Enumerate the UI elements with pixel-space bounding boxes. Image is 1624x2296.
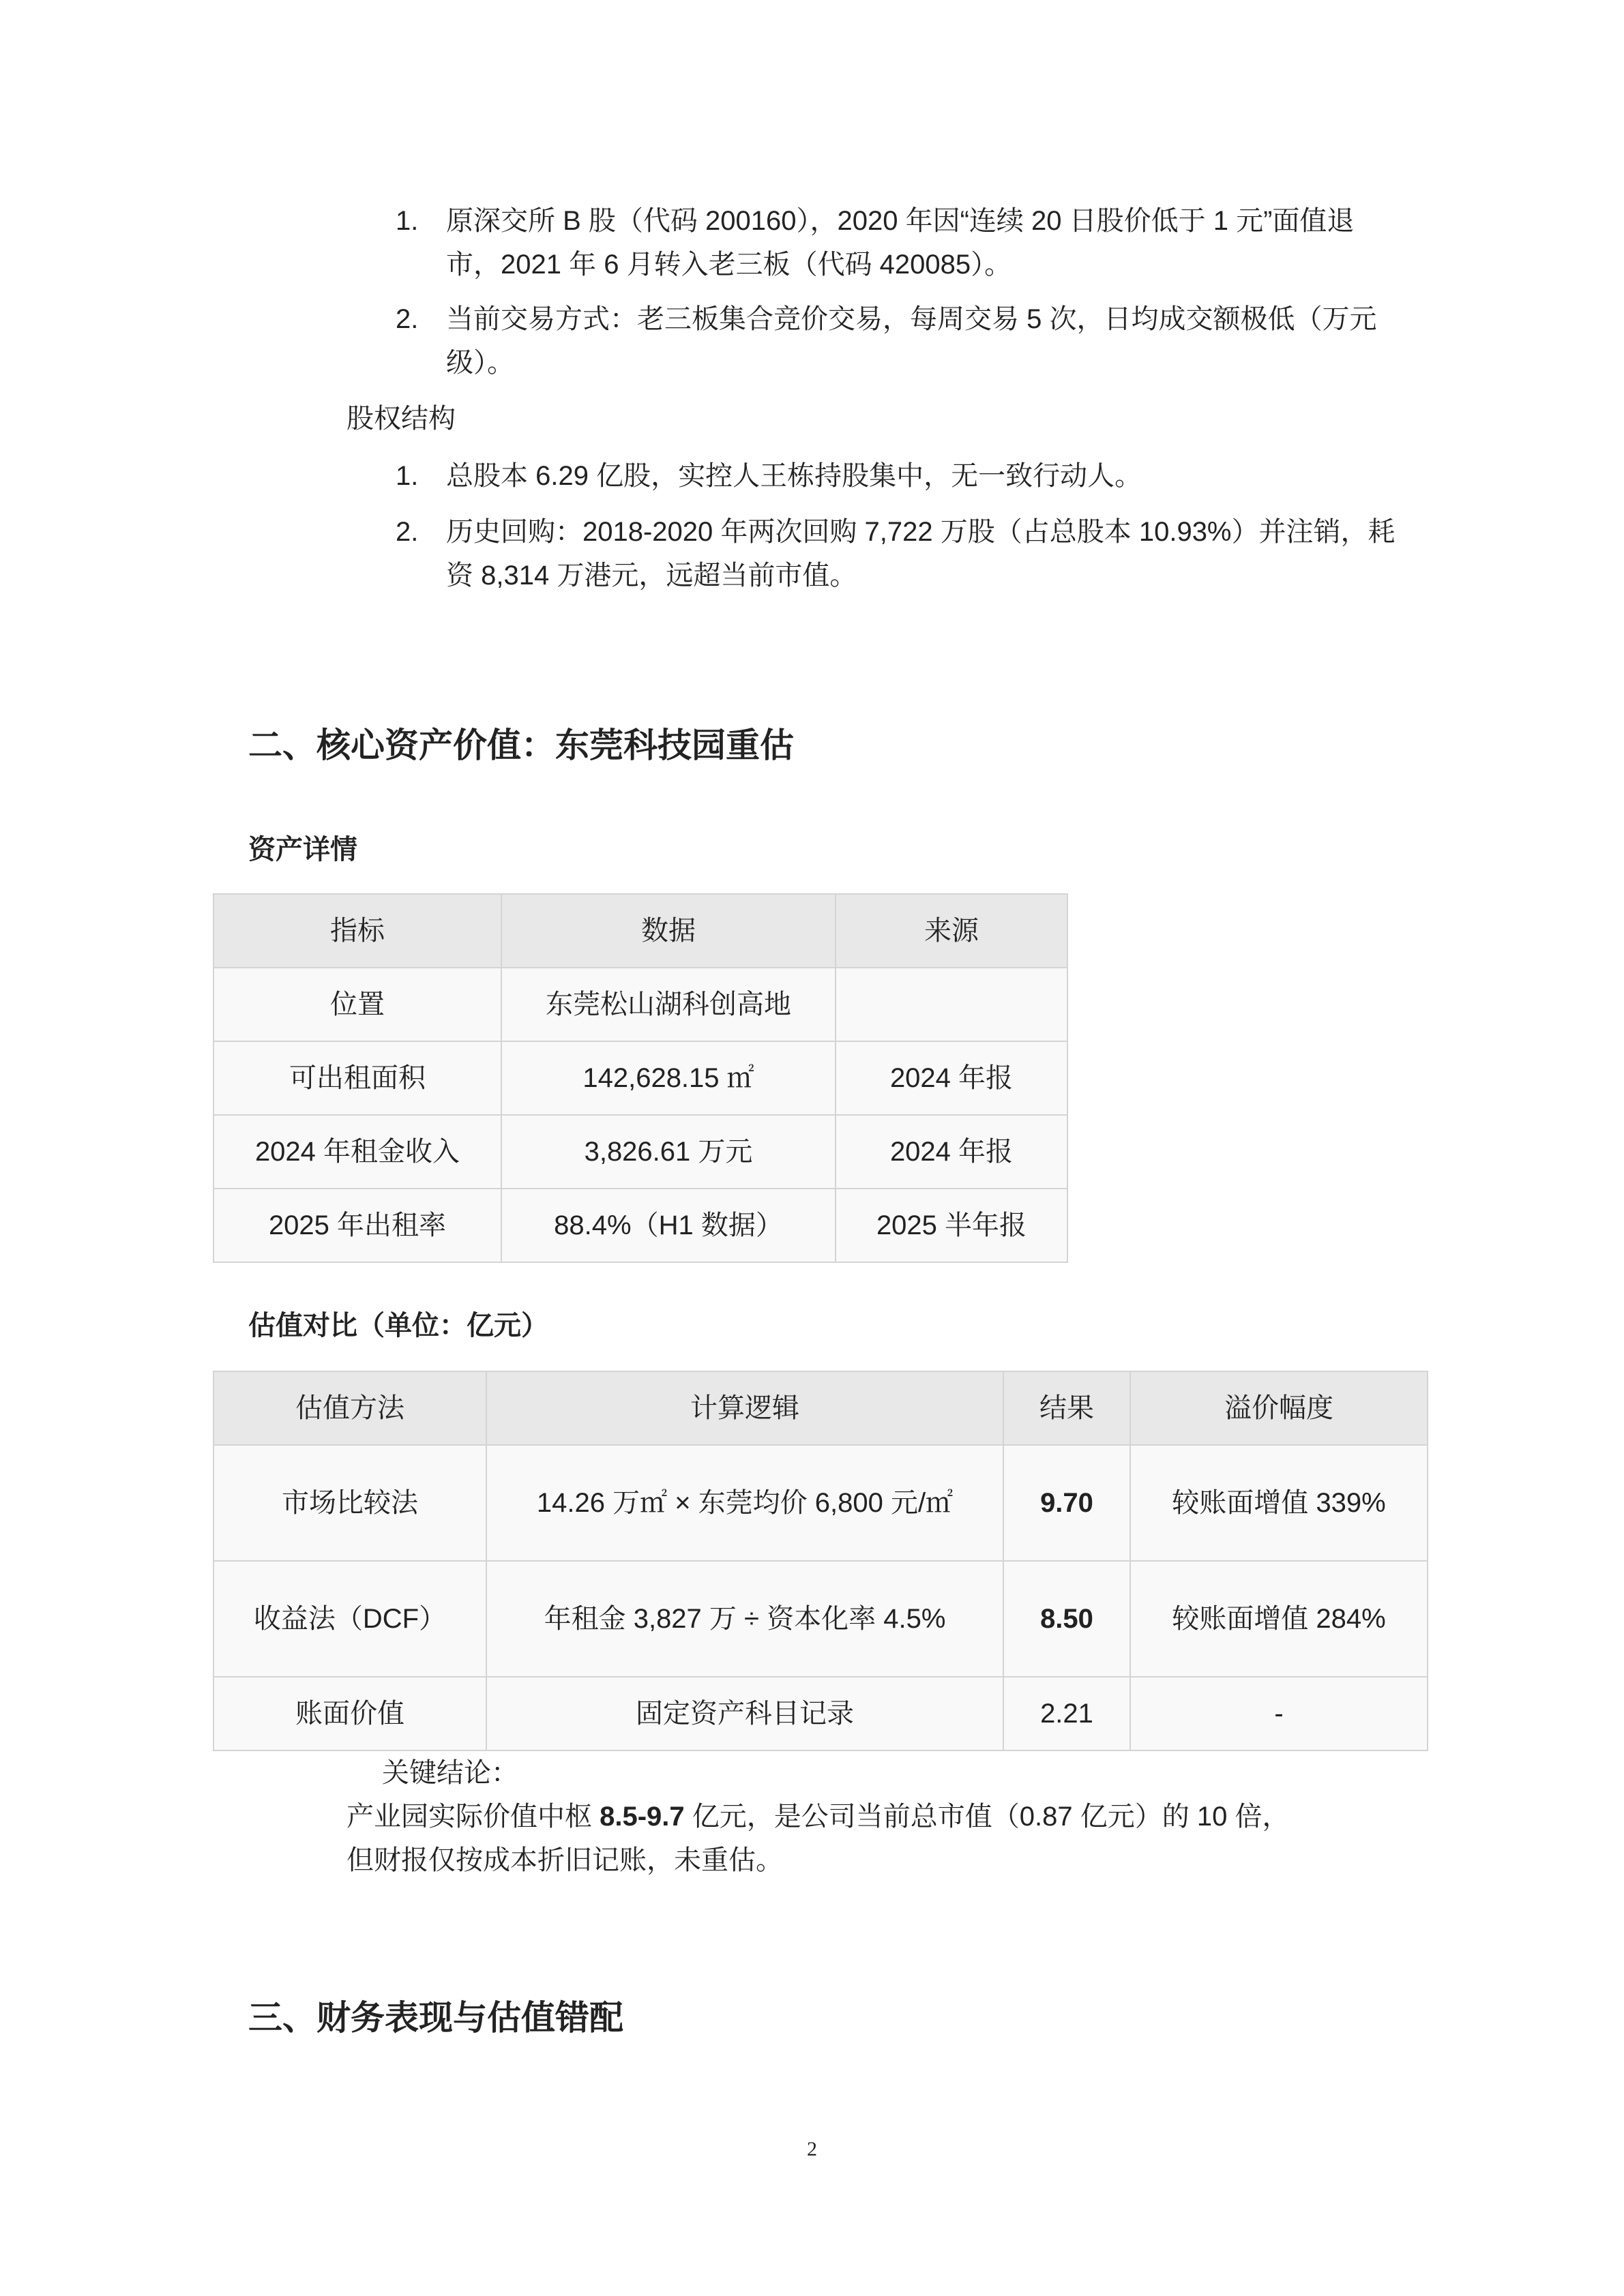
table-cell: 2025 半年报 — [836, 1189, 1067, 1262]
table-cell: 较账面增值 339% — [1130, 1445, 1428, 1561]
conclusion-label-line — [346, 1751, 1315, 1795]
page-number: 2 — [807, 2138, 817, 2160]
table-cell: 3,826.61 万元 — [501, 1115, 836, 1189]
table-row — [213, 1041, 1067, 1115]
table-header-cell: 结果 — [1003, 1371, 1130, 1445]
table-cell: 2024 年报 — [836, 1041, 1067, 1115]
table-header-cell: 估值方法 — [213, 1371, 486, 1445]
table-header-cell: 数据 — [501, 894, 836, 968]
table-header-row — [213, 1371, 1428, 1445]
section-3-title: 三、财务表现与估值错配 — [248, 1997, 623, 2038]
conclusion-text — [346, 1795, 1315, 1882]
table-cell — [836, 968, 1067, 1041]
conclusion-text-prefix: 产业园实际价值中枢 — [346, 1802, 600, 1832]
table-header-cell: 计算逻辑 — [486, 1371, 1003, 1445]
table-cell: 位置 — [213, 968, 501, 1041]
table-cell: 较账面增值 284% — [1130, 1561, 1428, 1677]
list-number: 1. — [396, 461, 419, 491]
table-cell: 2025 年出租率 — [213, 1189, 501, 1262]
list-text: 总股本 6.29 亿股，实控人王栋持股集中，无一致行动人。 — [446, 461, 1142, 491]
table-cell: - — [1130, 1677, 1428, 1750]
section-2-title: 二、核心资产价值：东莞科技园重估 — [248, 725, 794, 765]
table-header-cell: 来源 — [836, 894, 1067, 968]
equity-heading: 股权结构 — [346, 404, 456, 434]
list-number: 2. — [396, 517, 419, 547]
conclusion-label: 关键结论： — [382, 1758, 518, 1788]
table-cell: 8.50 — [1003, 1561, 1130, 1677]
valuation-table — [213, 1371, 1428, 1751]
table-row — [213, 1115, 1067, 1189]
table-cell: 88.4%（H1 数据） — [501, 1189, 836, 1262]
conclusion-text-suffix: 亿元，是公司当前总市值（0.87 亿元）的 10 倍，但财报仅按成本折旧记账，未重估。 — [346, 1802, 1290, 1875]
table-row — [213, 968, 1067, 1041]
table-row — [213, 1189, 1067, 1262]
table-cell: 东莞松山湖科创高地 — [501, 968, 836, 1041]
list-text: 原深交所 B 股（代码 200160），2020 年因“连续 20 日股价低于 1 元”面值退市，2021 年 6 月转入老三板（代码 420085）。 — [446, 206, 1355, 280]
table-cell: 年租金 3,827 万 ÷ 资本化率 4.5% — [486, 1561, 1003, 1677]
table-cell: 账面价值 — [213, 1677, 486, 1750]
table-cell: 142,628.15 ㎡ — [501, 1041, 836, 1115]
valuation-heading: 估值对比（单位：亿元） — [248, 1309, 548, 1341]
table-cell: 固定资产科目记录 — [486, 1677, 1003, 1750]
table-header-cell: 溢价幅度 — [1130, 1371, 1428, 1445]
table-cell: 收益法（DCF） — [213, 1561, 486, 1677]
key-conclusion — [346, 1751, 1315, 1882]
table-row — [213, 1445, 1428, 1561]
table-cell: 可出租面积 — [213, 1041, 501, 1115]
list-number: 1. — [396, 206, 419, 236]
table-cell: 市场比较法 — [213, 1445, 486, 1561]
table-row — [213, 1561, 1428, 1677]
table-cell: 14.26 万㎡ × 东莞均价 6,800 元/㎡ — [486, 1445, 1003, 1561]
conclusion-value-range: 8.5-9.7 — [600, 1802, 685, 1832]
list-text: 当前交易方式：老三板集合竞价交易，每周交易 5 次，日均成交额极低（万元级）。 — [446, 304, 1377, 378]
table-row — [213, 1677, 1428, 1750]
asset-details-heading: 资产详情 — [248, 833, 357, 865]
table-header-cell: 指标 — [213, 894, 501, 968]
asset-table — [213, 893, 1068, 1263]
table-cell: 2024 年租金收入 — [213, 1115, 501, 1189]
table-cell: 2024 年报 — [836, 1115, 1067, 1189]
table-header-row — [213, 894, 1067, 968]
table-cell: 9.70 — [1003, 1445, 1130, 1561]
list-text: 历史回购：2018-2020 年两次回购 7,722 万股（占总股本 10.93%）并注销，耗资 8,314 万港元，远超当前市值。 — [446, 517, 1396, 591]
table-cell: 2.21 — [1003, 1677, 1130, 1750]
list-number: 2. — [396, 304, 419, 334]
